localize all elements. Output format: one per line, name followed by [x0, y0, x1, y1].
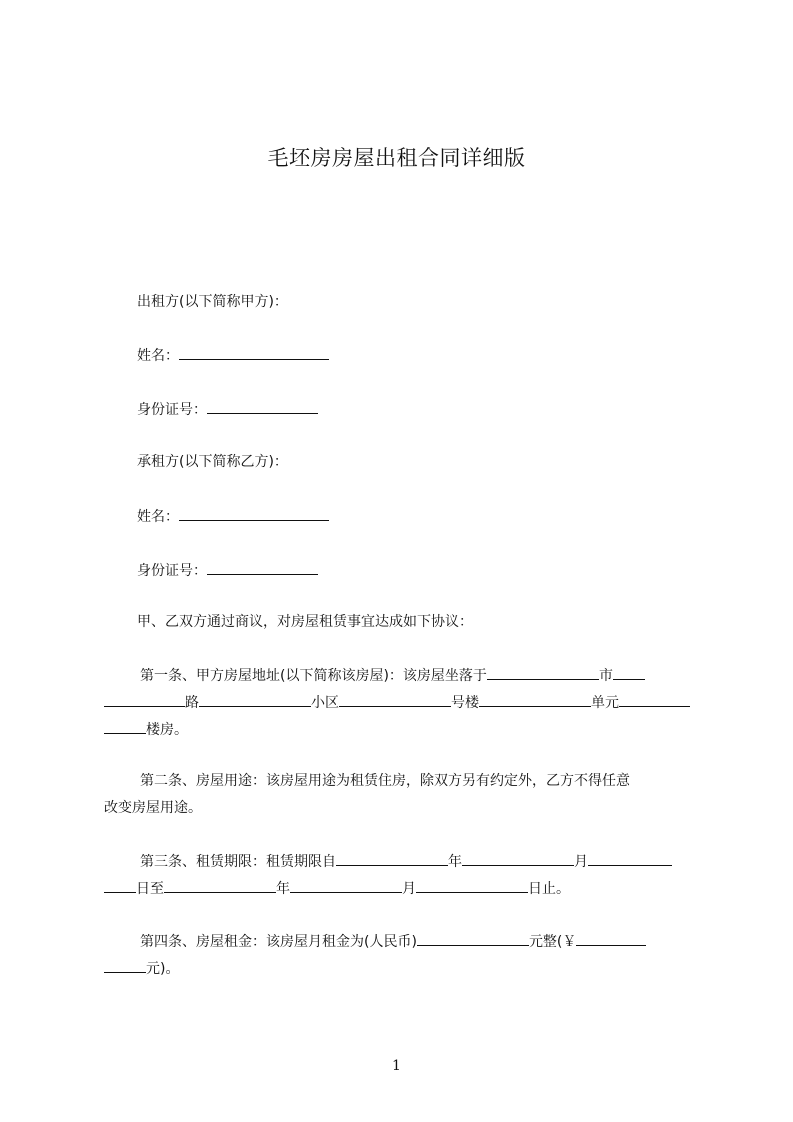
road-blank[interactable] [199, 694, 311, 707]
article-3-text-3: 月 [574, 854, 588, 870]
rent-figure-blank-cont[interactable] [104, 960, 146, 973]
article-1-line-1 [140, 667, 645, 683]
end-year-blank[interactable] [164, 880, 276, 893]
article-4-line-1 [140, 933, 646, 949]
lessee-id-blank[interactable] [207, 562, 318, 575]
article-3-text-2: 年 [448, 854, 462, 870]
rent-amount-blank[interactable] [417, 933, 529, 946]
lessor-id-row [137, 401, 318, 417]
start-day-blank[interactable] [588, 853, 672, 866]
lessor-heading: 出租方(以下简称甲方)： [137, 294, 288, 310]
article-1-text-4: 小区 [311, 695, 339, 711]
article-3-line-1 [140, 853, 672, 869]
document-title: 毛坯房房屋出租合同详细版 [267, 146, 526, 170]
article-2-line-2: 改变房屋用途。 [104, 800, 202, 816]
article-4-text-2: 元整(￥ [528, 934, 577, 950]
lessee-name-blank[interactable] [179, 508, 329, 521]
article-1-line-3 [104, 721, 188, 737]
article-1-text-3: 路 [185, 695, 199, 711]
community-blank[interactable] [339, 694, 451, 707]
article-1-text-2: 市 [598, 668, 613, 684]
article-4-text-3: 元)。 [146, 961, 180, 977]
start-day-blank-cont[interactable] [104, 880, 136, 893]
lessor-name-row [137, 347, 329, 363]
page-number: 1 [392, 1058, 401, 1074]
article-1-text-1: 第一条、甲方房屋地址(以下简称该房屋)：该房屋坐落于 [140, 668, 487, 684]
article-3-text-6: 月 [402, 881, 416, 897]
lessor-name-blank[interactable] [179, 347, 329, 360]
lessor-id-label: 身份证号： [137, 402, 207, 418]
rent-figure-blank[interactable] [576, 933, 646, 946]
lessee-name-label: 姓名： [137, 509, 179, 525]
article-3-text-4: 日至 [136, 881, 164, 897]
lessee-id-label: 身份证号： [137, 563, 207, 579]
agreement-intro: 甲、乙双方通过商议，对房屋租赁事宜达成如下协议： [137, 614, 473, 630]
article-1-text-5: 号楼 [451, 695, 479, 711]
end-month-blank[interactable] [290, 880, 402, 893]
article-1-text-7: 楼房。 [146, 722, 188, 738]
unit-blank[interactable] [619, 694, 690, 707]
unit-blank-cont[interactable] [104, 721, 146, 734]
article-3-text-1: 第三条、租赁期限：租赁期限自 [140, 854, 336, 870]
start-month-blank[interactable] [462, 853, 574, 866]
lessee-heading: 承租方(以下简称乙方)： [137, 454, 288, 470]
building-blank[interactable] [479, 694, 591, 707]
article-3-line-2 [104, 880, 570, 896]
article-3-text-5: 年 [276, 881, 290, 897]
article-1-line-2 [104, 694, 690, 710]
city-blank[interactable] [613, 667, 645, 680]
start-year-blank[interactable] [336, 853, 448, 866]
lessor-id-blank[interactable] [207, 401, 318, 414]
lessee-id-row [137, 562, 318, 578]
article-2-line-1: 第二条、房屋用途：该房屋用途为租赁住房，除双方另有约定外，乙方不得任意 [140, 773, 630, 789]
article-3-text-7: 日止。 [528, 881, 570, 897]
city-blank-cont[interactable] [104, 694, 185, 707]
article-4-text-1: 第四条、房屋租金：该房屋月租金为(人民币) [140, 934, 417, 950]
article-1-text-6: 单元 [591, 695, 619, 711]
lessee-name-row [137, 508, 329, 524]
lessor-name-label: 姓名： [137, 348, 179, 364]
article-4-line-2 [104, 960, 179, 976]
end-day-blank[interactable] [416, 880, 528, 893]
address-blank[interactable] [487, 667, 599, 680]
